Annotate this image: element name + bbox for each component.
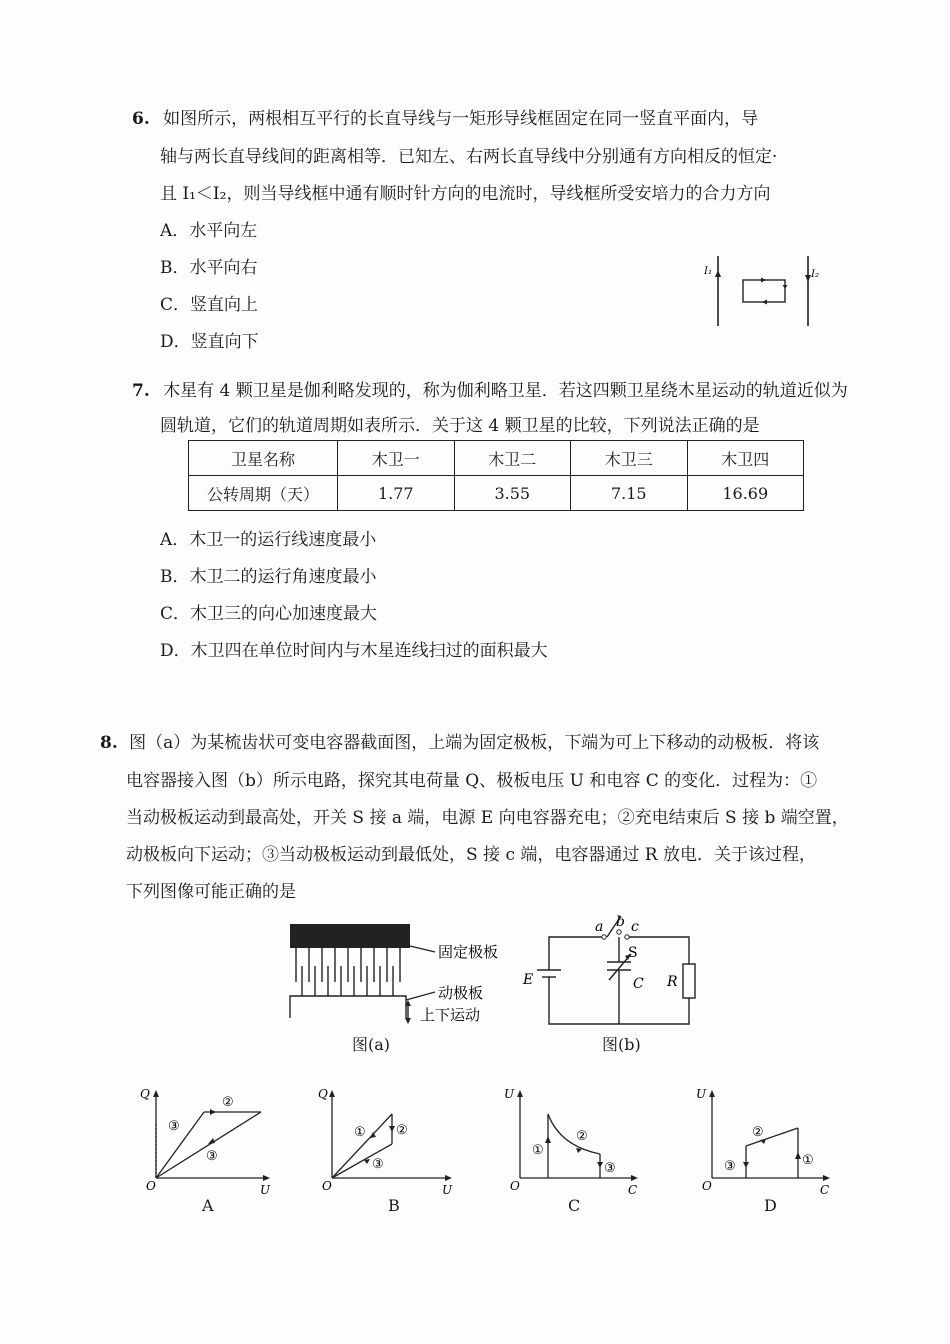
q7-option-d: D．木卫四在单位时间内与木星连线扫过的面积最大 [160,641,548,661]
graph-a-mark-3a: ③ [168,1119,180,1134]
graph-c-y-label: U [504,1087,515,1101]
q6-figure [690,252,830,332]
q7-option-b: B．木卫二的运行角速度最小 [160,567,377,587]
graph-c-mark-2: ② [576,1129,588,1144]
graph-c-label: C [568,1196,581,1215]
figure-b-caption: 图(b) [602,1035,641,1054]
figure-a-capacitor [280,918,510,1030]
graph-d-origin: O [702,1179,712,1193]
table-header-cell: 木卫一 [338,441,455,476]
figure-b-circuit [515,912,715,1030]
q6-i1-label: I₁ [704,266,712,277]
satellite-table [188,440,804,511]
source-e-label: E [523,972,534,988]
graph-c-x-label: C [628,1183,638,1197]
q6-line-3: 且 I₁＜I₂，则当导线框中通有顺时针方向的电流时，导线框所受安培力的合力方向 [160,184,771,204]
table-cell: 3.55 [454,476,571,511]
motion-label: 上下运动 [420,1006,481,1024]
graph-b-mark-1: ① [354,1125,366,1140]
graph-b-mark-2: ② [396,1123,408,1138]
graph-a [136,1084,281,1199]
q6-option-d: D．竖直向下 [160,332,259,352]
table-row [189,441,804,476]
q7-option-c: C．木卫三的向心加速度最大 [160,604,378,624]
moving-plate-label: 动极板 [438,984,484,1002]
graph-d-mark-2: ② [752,1125,764,1140]
graph-d [692,1084,837,1199]
q6-line-2: 轴与两长直导线间的距离相等．已知左、右两长直导线中分别通有方向相反的恒定· [160,147,778,167]
q7-stem-1: 木星有 4 颗卫星是伽利略发现的，称为伽利略卫星．若这四颗卫星绕木星运动的轨道近似为 [163,381,848,401]
graph-a-mark-2: ② [222,1095,234,1110]
table-cell: 公转周期（天） [189,476,338,511]
graph-d-y-label: U [696,1087,707,1101]
q8-line-3: 当动极板运动到最高处，开关 S 接 a 端，电源 E 向电容器充电；②充电结束后 S 接 b 端空置， [126,808,849,828]
q6-i2-label: I₂ [811,269,819,280]
table-header-cell: 木卫二 [454,441,571,476]
table-cell: 16.69 [687,476,804,511]
q6-option-c: C．竖直向上 [160,295,259,315]
graph-d-mark-3: ③ [724,1159,736,1174]
switch-a-label: a [595,919,604,935]
graph-b-origin: O [322,1179,332,1193]
graph-c [500,1084,645,1199]
q6-number: 6. [132,109,150,129]
q7-line-1 [132,376,848,401]
graph-d-label: D [764,1196,777,1215]
graph-b-mark-3: ③ [372,1157,384,1172]
q6-option-a: A．水平向左 [160,221,258,241]
table-cell: 7.15 [571,476,688,511]
table-header-cell: 木卫四 [687,441,804,476]
switch-c-label: c [631,919,639,935]
graph-c-origin: O [510,1179,520,1193]
q7-number: 7. [132,381,150,401]
graph-b-x-label: U [442,1183,453,1197]
q8-line-4: 动极板向下运动；③当动极板运动到最低处，S 接 c 端，电容器通过 R 放电．关于该过程， [126,845,816,865]
q8-number: 8. [100,733,118,753]
graph-d-x-label: C [820,1183,830,1197]
graph-a-label: A [202,1196,214,1215]
figure-a-caption: 图(a) [352,1035,391,1054]
q8-stem-1: 图（a）为某梳齿状可变电容器截面图，上端为固定极板，下端为可上下移动的动极板．将该 [129,733,820,753]
graph-b [318,1084,463,1199]
graph-c-mark-1: ① [532,1143,544,1158]
q6-stem-1: 如图所示，两根相互平行的长直导线与一矩形导线框固定在同一竖直平面内，导 [163,109,759,129]
graph-a-origin: O [146,1179,156,1193]
q7-line-2: 圆轨道，它们的轨道周期如表所示．关于这 4 颗卫星的比较，下列说法正确的是 [160,416,760,436]
table-cell: 1.77 [338,476,455,511]
table-header-cell: 木卫三 [571,441,688,476]
switch-s-label: S [628,945,638,961]
q8-line-2: 电容器接入图（b）所示电路，探究其电荷量 Q、极板电压 U 和电容 C 的变化．过程为：① [126,771,818,791]
graph-a-y-label: Q [140,1087,150,1101]
q6-option-b: B．水平向右 [160,258,258,278]
table-header-cell: 卫星名称 [189,441,338,476]
resistor-r-label: R [667,974,678,990]
graph-a-x-label: U [260,1183,271,1197]
q8-line-1 [100,728,819,753]
q8-line-5: 下列图像可能正确的是 [126,882,296,902]
graph-c-mark-3: ③ [604,1161,616,1176]
graph-d-mark-1: ① [802,1153,814,1168]
fixed-plate-label: 固定极板 [438,943,499,961]
graph-b-label: B [388,1196,400,1215]
table-row [189,476,804,511]
q6-line-1 [132,104,758,129]
graph-b-y-label: Q [318,1087,328,1101]
switch-b-label: b [616,914,625,930]
q7-option-a: A．木卫一的运行线速度最小 [160,530,377,550]
graph-a-mark-3b: ③ [206,1149,218,1164]
capacitor-c-label: C [633,976,644,992]
